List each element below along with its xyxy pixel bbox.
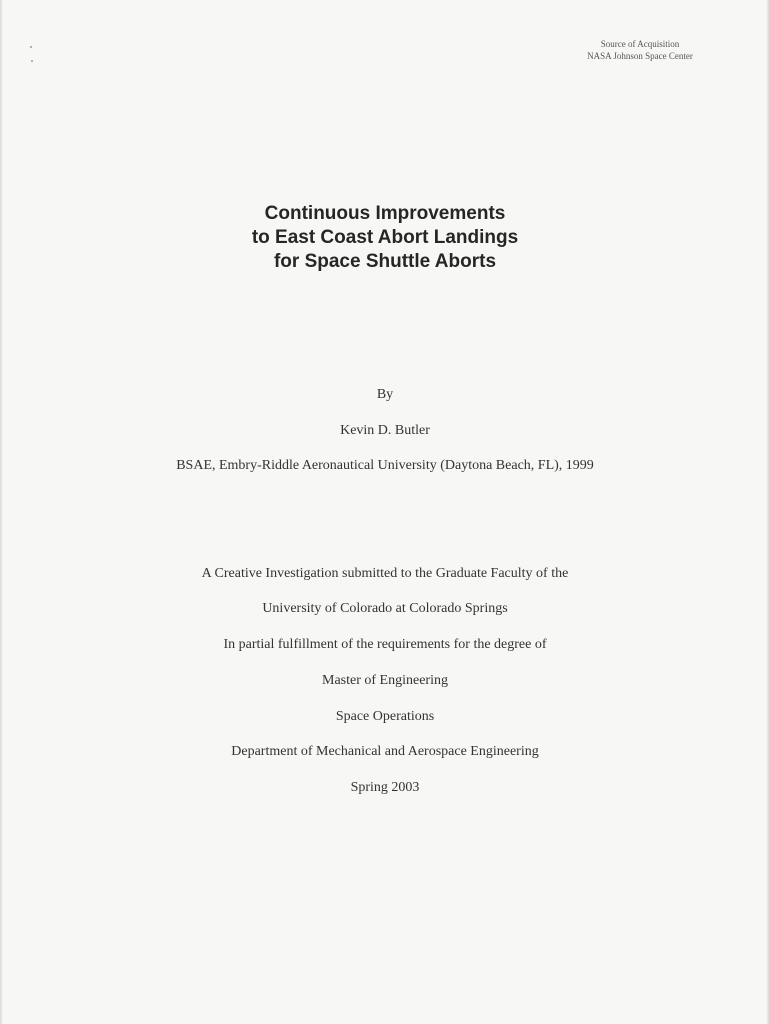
source-of-acquisition-note	[560, 38, 720, 62]
title-line-2: to East Coast Abort Landings	[251, 227, 519, 248]
submission-line-2: University of Colorado at Colorado Springs	[262, 601, 508, 616]
scan-edge-left	[0, 0, 3, 1024]
degree-name: Master of Engineering	[322, 673, 448, 688]
scan-speck	[30, 46, 32, 48]
author-name: Kevin D. Butler	[340, 423, 430, 438]
degree-field: Space Operations	[335, 709, 435, 724]
source-note-line-1: Source of Acquisition	[600, 39, 680, 49]
byline-by: By	[376, 387, 394, 402]
source-note-line-2: NASA Johnson Space Center	[587, 51, 693, 61]
scan-edge-right	[766, 0, 770, 1024]
title-line-3: for Space Shuttle Aborts	[273, 251, 497, 272]
scan-speck	[31, 60, 33, 62]
submission-date: Spring 2003	[350, 780, 420, 795]
department-name: Department of Mechanical and Aerospace Engineering	[231, 744, 539, 759]
author-credentials: BSAE, Embry-Riddle Aeronautical University (Daytona Beach, FL), 1999	[176, 458, 594, 473]
submission-line-1: A Creative Investigation submitted to the Graduate Faculty of the	[201, 566, 569, 581]
document-title	[0, 202, 770, 274]
submission-line-3: In partial fulfillment of the requirements for the degree of	[223, 637, 547, 652]
title-line-1: Continuous Improvements	[264, 203, 506, 224]
